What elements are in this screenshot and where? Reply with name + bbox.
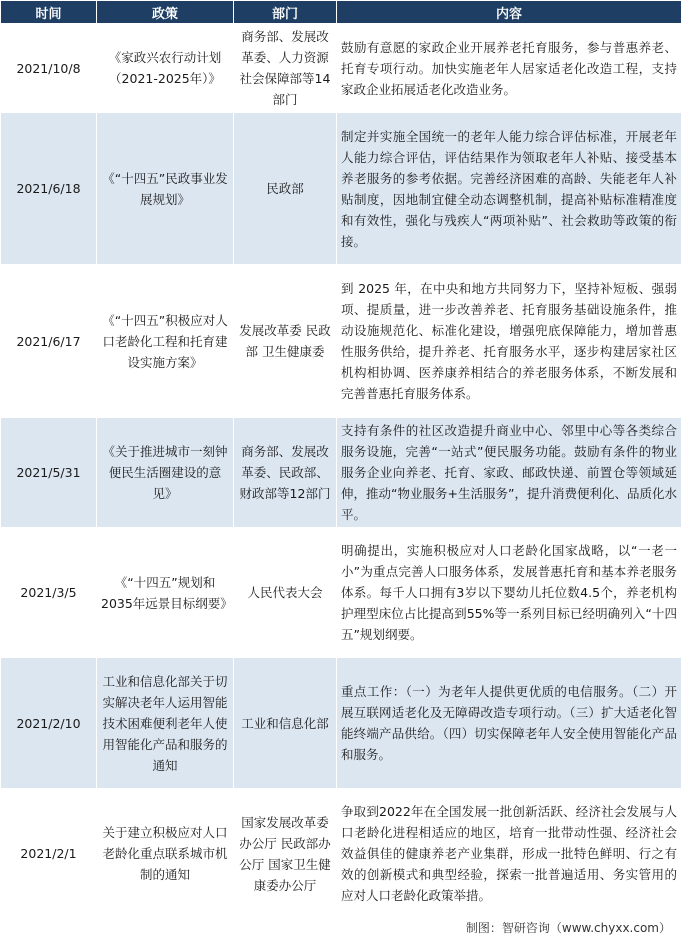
row-content: 到 2025 年，在中央和地方共同努力下，坚持补短板、强弱项、提质量，进一步改善养老、托育服务基础设施条件，推动设施规范化、标准化建设，增强兜底保障能力，增加普惠性服务供给，提升养老、托育服务水平，逐步构建居家社区机构相协调、医养康养相结合的养老服务体系，不断发展和完善普惠托育服务体系。 [337,265,681,418]
row-date: 2021/10/8 [1,24,97,113]
table-row [1,658,681,789]
table-row [1,24,681,113]
row-policy: 关于建立积极应对人口老龄化重点联系城市机制的通知 [97,789,234,919]
row-dept: 商务部、发展改革委、民政部、财政部等12部门 [234,418,337,528]
row-date: 2021/3/5 [1,528,97,658]
row-dept: 工业和信息化部 [234,658,337,789]
table-row [1,789,681,919]
row-dept: 人民代表大会 [234,528,337,658]
header-content: 内容 [337,1,681,24]
row-policy: 工业和信息化部关于切实解决老年人运用智能技术困难便利老年人使用智能化产品和服务的通知 [97,658,234,789]
row-dept: 民政部 [234,113,337,265]
row-date: 2021/2/1 [1,789,97,919]
row-dept: 发展改革委 民政部 卫生健康委 [234,265,337,418]
row-content: 争取到2022年在全国发展一批创新活跃、经济社会发展与人口老龄化进程相适应的地区，培育一批带动性强、经济社会效益俱佳的健康养老产业集群，形成一批特色鲜明、行之有效的创新模式和典型经验，探索一批普遍适用、务实管用的应对人口老龄化政策举措。 [337,789,681,919]
footer [0,914,681,939]
row-dept: 国家发展改革委办公厅 民政部办公厅 国家卫生健康委办公厅 [234,789,337,919]
table-row [1,265,681,418]
row-policy: 《家政兴农行动计划（2021-2025年）》 [97,24,234,113]
row-date: 2021/5/31 [1,418,97,528]
row-content: 鼓励有意愿的家政企业开展养老托育服务，参与普惠养老、托育专项行动。加快实施老年人居家适老化改造工程，支持家政企业拓展适老化改造业务。 [337,24,681,113]
row-dept: 商务部、发展改革委、人力资源社会保障部等14部门 [234,24,337,113]
row-content: 重点工作：（一）为老年人提供更优质的电信服务。（二）开展互联网适老化及无障碍改造专项行动。（三）扩大适老化智能终端产品供给。（四）切实保障老年人安全使用智能化产品和服务。 [337,658,681,789]
header-date: 时间 [1,1,97,24]
row-date: 2021/6/18 [1,113,97,265]
table-row [1,418,681,528]
row-content: 支持有条件的社区改造提升商业中心、邻里中心等各类综合服务设施，完善“一站式”便民服务功能。鼓励有条件的物业服务企业向养老、托育、家政、邮政快递、前置仓等领域延伸，推动“物业服务+生活服务”，提升消费便利化、品质化水平。 [337,418,681,528]
header-policy: 政策 [97,1,234,24]
row-date: 2021/6/17 [1,265,97,418]
row-content: 明确提出，实施积极应对人口老龄化国家战略，以“一老一小”为重点完善人口服务体系，发展普惠托育和基本养老服务体系。每千人口拥有3岁以下婴幼儿托位数4.5个，养老机构护理型床位占比提高到55%等一系列目标已经明确列入“十四五”规划纲要。 [337,528,681,658]
row-date: 2021/2/10 [1,658,97,789]
row-content: 制定并实施全国统一的老年人能力综合评估标准，开展老年人能力综合评估，评估结果作为领取老年人补贴、接受基本养老服务的参考依据。完善经济困难的高龄、失能老年人补贴制度，因地制宜健全动态调整机制，提高补贴标准精准度和有效性，强化与残疾人“两项补贴”、社会救助等政策的衔接。 [337,113,681,265]
source-credit: 制图：智研咨询（www.chyxx.com） [465,921,671,935]
row-policy: 《“十四五”民政事业发展规划》 [97,113,234,265]
table-row [1,113,681,265]
table-header-row [1,1,681,24]
table-row [1,528,681,658]
row-policy: 《“十四五”规划和2035年远景目标纲要》 [97,528,234,658]
row-policy: 《关于推进城市一刻钟便民生活圈建设的意见》 [97,418,234,528]
header-dept: 部门 [234,1,337,24]
row-policy: 《“十四五”积极应对人口老龄化工程和托育建设实施方案》 [97,265,234,418]
